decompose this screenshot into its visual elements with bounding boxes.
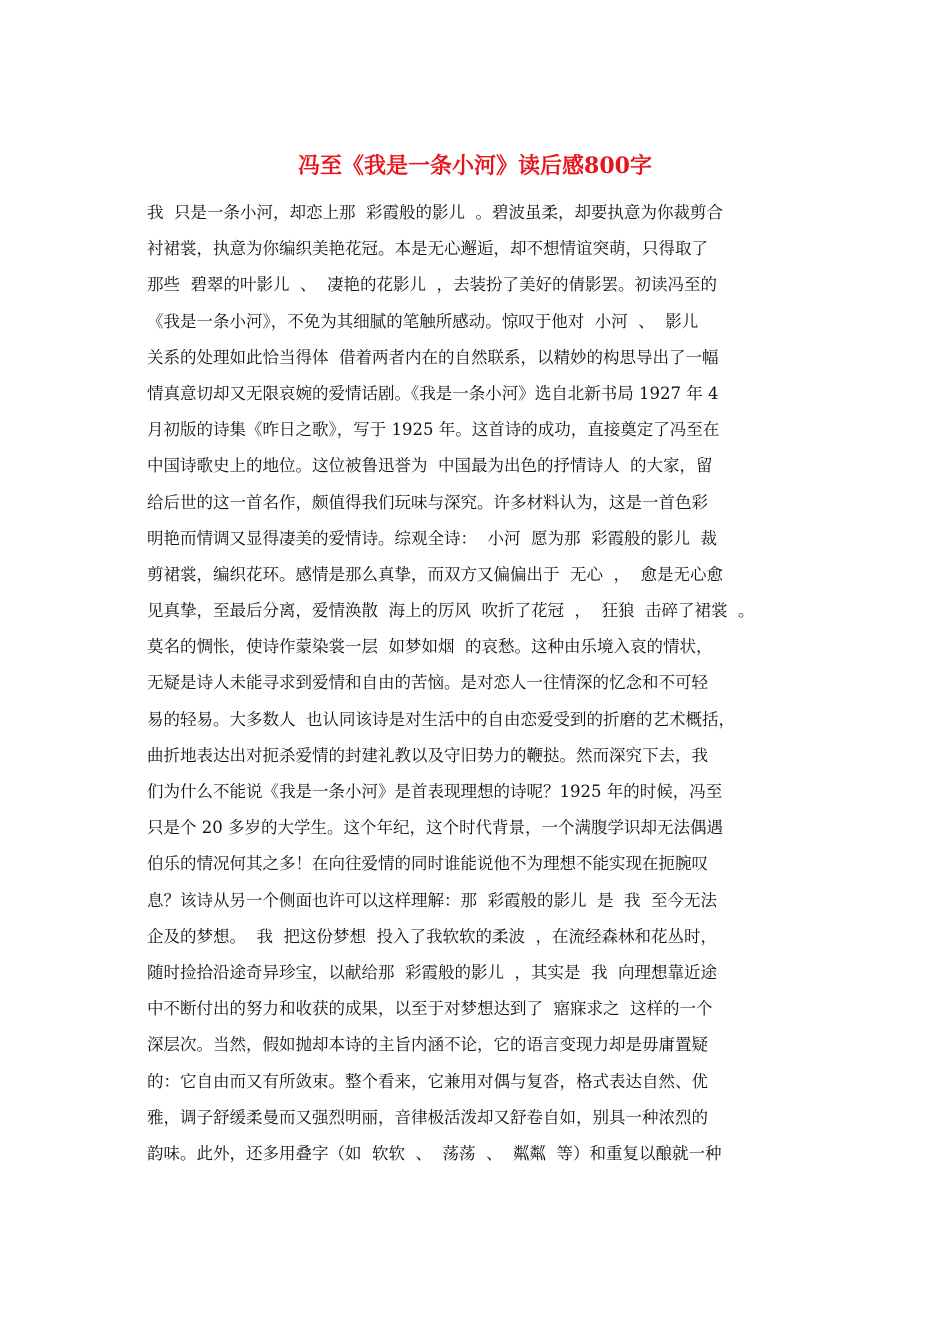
document-title: 冯至《我是一条小河》读后感800字: [298, 153, 652, 179]
body-text-line: 我 只是一条小河，却恋上那 彩霞般的影儿 。碧波虽柔，却要执意为你裁剪合: [147, 203, 723, 222]
body-text-line: 们为什么不能说《我是一条小河》是首表现理想的诗呢？1925 年的时候，冯至: [147, 782, 723, 801]
body-text-line: 随时捡拾沿途奇异珍宝，以献给那 彩霞般的影儿 ，其实是 我 向理想靠近途: [147, 962, 717, 982]
body-text-line: 企及的梦想。 我 把这份梦想 投入了我软软的柔波 ，在流经森林和花丛时，: [147, 926, 717, 946]
body-text-line: 中不断付出的努力和收获的成果，以至于对梦想达到了 寤寐求之 这样的一个: [147, 999, 713, 1019]
body-text-line: 曲折地表达出对扼杀爱情的封建礼教以及守旧势力的鞭挞。然而深究下去，我: [147, 745, 708, 765]
body-text-line: 给后世的这一首名作，颇值得我们玩味与深究。许多材料认为，这是一首色彩: [147, 492, 708, 512]
body-text-line: 息？该诗从另一个侧面也许可以这样理解：那 彩霞般的影儿 是 我 至今无法: [147, 890, 717, 910]
body-text-line: 见真挚，至最后分离，爱情涣散 海上的厉风 吹折了花冠 ， 狂狼 击碎了裙裳 。: [147, 601, 755, 621]
body-text-line: 雅，调子舒缓柔曼而又强烈明丽，音律极活泼却又舒卷自如，别具一种浓烈的: [147, 1107, 708, 1127]
body-text-line: 伯乐的情况何其之多！在向往爱情的同时谁能说他不为理想不能实现在扼腕叹: [147, 854, 708, 874]
body-text-line: 情真意切却又无限哀婉的爱情话剧。《我是一条小河》选自北新书局 1927 年 4: [147, 383, 719, 403]
body-text-line: 易的轻易。大多数人 也认同该诗是对生活中的自由恋爱受到的折磨的艺术概括，: [147, 709, 735, 729]
body-text-line: 的：它自由而又有所敛束。整个看来，它兼用对偶与复沓，格式表达自然、优: [147, 1071, 708, 1091]
body-text-line: 明艳而情调又显得凄美的爱情诗。综观全诗： 小河 愿为那 彩霞般的影儿 裁: [147, 528, 717, 548]
body-text-line: 月初版的诗集《昨日之歌》，写于 1925 年。这首诗的成功，直接奠定了冯至在: [147, 420, 720, 440]
body-text-line: 无疑是诗人未能寻求到爱情和自由的苦恼。是对恋人一往情深的忆念和不可轻: [147, 673, 708, 693]
body-text-line: 只是个 20 多岁的大学生。这个年纪，这个时代背景，一个满腹学识却无法偶遇: [147, 818, 723, 838]
body-text-line: 关系的处理如此恰当得体 借着两者内在的自然联系，以精妙的构思导出了一幅: [147, 347, 719, 367]
body-text-line: 韵味。此外，还多用叠字（如 软软 、 荡荡 、 粼粼 等）和重复以酿就一种: [147, 1143, 722, 1163]
body-text-line: 那些 碧翠的叶影儿 、 凄艳的花影儿 ，去装扮了美好的倩影罢。初读冯至的: [147, 275, 717, 295]
body-text-line: 剪裙裳，编织花环。感情是那么真挚，而双方又偏偏出于 无心 ， 愈是无心愈: [147, 564, 723, 584]
body-text-line: 《我是一条小河》，不免为其细腻的笔触所感动。惊叹于他对 小河 、 影儿: [147, 311, 699, 331]
body-text-line: 莫名的惆怅，使诗作蒙染裳一层 如梦如烟 的哀愁。这种由乐境入哀的情状，: [147, 637, 713, 657]
body-text-line: 衬裙裳，执意为你编织美艳花冠。本是无心邂逅，却不想情谊突萌，只得取了: [147, 239, 708, 259]
body-text-line: 深层次。当然，假如抛却本诗的主旨内涵不论，它的语言变现力却是毋庸置疑: [147, 1035, 708, 1055]
body-text-line: 中国诗歌史上的地位。这位被鲁迅誉为 中国最为出色的抒情诗人 的大家，留: [147, 456, 713, 476]
document-body: [147, 195, 827, 1172]
